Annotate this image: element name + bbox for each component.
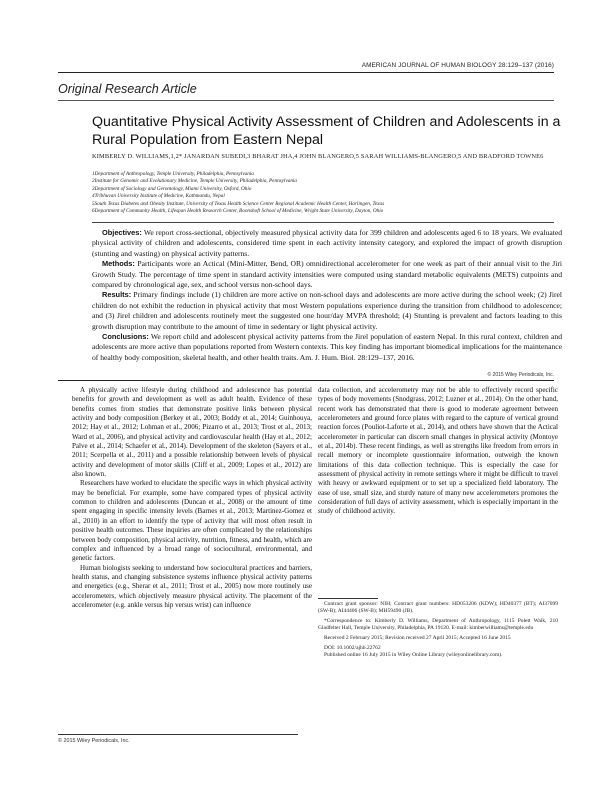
affiliation-1: 1Department of Anthropology, Temple University, Philadelphia, Pennsylvania (92, 171, 254, 177)
methods-label: Methods: (102, 259, 135, 269)
conclusions-text: We report child and adolescent physical activity patterns from the Jirel population of eastern Nepal. In this rural context, children and adolescents are more active than populations reported from Western contexts. This key finding has important biomedical implications for the maintenance of healthy body composition, skeletal health, and other health traits. Am. J. Hum. Biol. 28:129–137, 2016. (92, 332, 562, 362)
abstract-results (92, 290, 562, 332)
article-title: Quantitative Physical Activity Assessment of Children and Adolescents in a Rural Population from Eastern Nepal (92, 114, 561, 148)
body-column-right (318, 386, 558, 517)
abstract (92, 228, 562, 363)
header-rule (58, 72, 554, 73)
footnote-correspondence: *Correspondence to: Kimberly D. Williams, Department of Anthropology, 1115 Polett Walk, 210 Gladfelter Hall, Temple University, Philadelphia, PA 19120. E-mail: kimberwilliams@temple.edu (318, 618, 558, 632)
methods-text: Participants wore an Actical (Mini-Mitter, Bend, OR) omnidirectional accelerometer for one week as part of their annual visit to the Jiri Growth Study. The percentage of time spent in standard activity intensities were computed using standard metabolic equivalents (METS) cutpoints and compared by chronological age, sex, and school versus non-school days. (92, 259, 562, 290)
abstract-bottom-rule (58, 380, 554, 381)
body-paragraph: A physically active lifestyle during childhood and adolescence has potential benefits for growth and development as well as adult health. Evidence of these benefits comes from studies that demonstrate positive links between physical activity and body composition (Berkey et al., 2003; Boddy et al., 2014; Guinhouya, 2012; Hay et al., 2012; Lohman et al., 2006; Pizarro et al., 2013; Trost et al., 2013; Ward et al., 2006), and physical activity and cardiovascular health (Hay et al., 2012; Palve et al., 2014; Schaefer et al., 2014). Development of the skeleton (Sayers et al., 2011; Scerpella et al., 2011) and a possible relationship between levels of physical activity and development of motor skills (Cliff et al., 2009; Lopes et al., 2012) are also known. (72, 386, 312, 479)
footnote-received: Received 2 February 2015; Revision received 27 April 2015; Accepted 16 June 2015 (324, 635, 511, 641)
affiliations (92, 171, 562, 215)
abstract-top-rule (92, 222, 554, 223)
author-list: KIMBERLY D. WILLIAMS,1,2* JANARDAN SUBEDI,3 BHARAT JHA,4 JOHN BLANGERO,5 SARAH WILLIAMS-BLANGERO,5 AND BRADFORD TOWNE6 (92, 153, 544, 160)
conclusions-label: Conclusions: (102, 332, 149, 342)
abstract-objectives (92, 228, 562, 259)
footnote-published: Published online 16 July 2015 in Wiley Online Library (wileyonlinelibrary.com). (324, 652, 503, 658)
affiliation-5: 5South Texas Diabetes and Obesity Institute, University of Texas Health Science Center Regional Academic Health Center, Harlingen, Texas (92, 200, 385, 207)
results-label: Results: (102, 290, 132, 300)
section-rule (58, 100, 554, 101)
article-type-label: Original Research Article (58, 82, 197, 96)
body-paragraph: Human biologists seeking to understand how sociocultural practices and barriers, health status, and changing subsistence systems influence physical activity patterns and energetics (e.g., Sherar et al., 2011; Trost et al., 2005) now more routinely use accelerometers, which objectively measure physical activity. The placement of the accelerometer (e.g. ankle versus hip versus wrist) can influence (72, 563, 312, 609)
footnotes (318, 601, 558, 662)
results-text: Primary findings include (1) children are more active on non-school days and adolescents are more active during the school week; (2) Jirel children do not exhibit the reduction in physical activity that most Western populations experience during the transition from childhood to adolescence; and (3) Jirel children and adolescents routinely meet the suggested one hour/day MVPA threshold; (4) Stunting is prevalent and factors leading to this growth disruption may contribute to the amount of time in sedentary or light physical activity. (92, 290, 562, 331)
footnote-doi: DOI: 10.1002/ajhb.22762 (324, 644, 381, 651)
affiliation-4: 4Tribhuvan University Institute of Medicine, Kathmandu, Nepal (92, 193, 225, 200)
affiliation-6: 6Department of Community Health, Lifespan Health Research Center, Boonshoft School of Medicine, Wright State University, Dayton, Ohio (92, 208, 384, 215)
abstract-methods (92, 259, 562, 290)
objectives-text: We report cross-sectional, objectively measured physical activity data for 399 children and adolescents aged 6 to 18 years. We evaluated physical activity of children and adolescents, considered time spent in each activity intensity category, and explored the impact of growth disruption (stunting and wasting) on physical activity patterns. (92, 228, 562, 258)
footnote-rule (318, 598, 378, 599)
affiliation-2: 2Institute for Genomic and Evolutionary Medicine, Temple University, Philadelphia, Pennsylvania (92, 178, 297, 185)
abstract-copyright: © 2015 Wiley Periodicals, Inc. (487, 372, 554, 378)
body-paragraph: data collection, and accelerometry may not be able to effectively record specific types of body movements (Snodgrass, 2012; Luzner et al., 2014). On the other hand, recent work has demonstrated that there is good to moderate agreement between accelerometers and ground force plates with regard to the capture of vertical ground reaction forces (Pouliot-Laforte et al., 2014), and others have shown that the Actical accelerometer in particular can discern small changes in physical activity (Montoye et al., 2014b). These recent findings, as well as strengths like freedom from errors in recall memory or incomplete questionnaire information, outweigh the known limitations of this data collection technique. This is especially the case for assessment of physical activity in remote settings where it might be difficult to travel with heavy or awkward equipment or to set up a specialized field laboratory. The ease of use, small size, and sturdy nature of many new accelerometers promotes the consideration of full days of activity assessment, which is especially important in the study of childhood activity. (318, 386, 558, 516)
journal-citation: AMERICAN JOURNAL OF HUMAN BIOLOGY 28:129–137 (2016) (361, 62, 554, 69)
footer-copyright: © 2015 Wiley Periodicals, Inc. (58, 738, 130, 744)
footnote-grant: Contract grant sponsor: NIH; Contract grant numbers: HD053206 (KDW); HD40377 (BT); AI37099 (SW-B); AI44406 (SW-B); MH59490 (JB). (318, 601, 558, 615)
body-column-left (72, 386, 312, 610)
footer-rule (58, 734, 298, 735)
body-paragraph: Researchers have worked to elucidate the specific ways in which physical activity may be beneficial. For example, some have compared types of physical activity common to children and adolescents (Duncan et al., 2008) or the amount of time spent engaging in specific intensity levels (Barnes et al., 2013; Martinez-Gomez et al., 2010) in an effort to identify the type of activity that will most often result in positive health outcomes. These inquiries are often complicated by the relationships between body composition, physical activity, nutrition, fitness, and health, which are complex and influenced by a broad range of sociocultural, environmental, and genetic factors. (72, 479, 312, 563)
objectives-label: Objectives: (102, 228, 142, 237)
abstract-conclusions (92, 332, 562, 363)
affiliation-3: 3Department of Sociology and Gerontology, Miami University, Oxford, Ohio (92, 185, 252, 192)
